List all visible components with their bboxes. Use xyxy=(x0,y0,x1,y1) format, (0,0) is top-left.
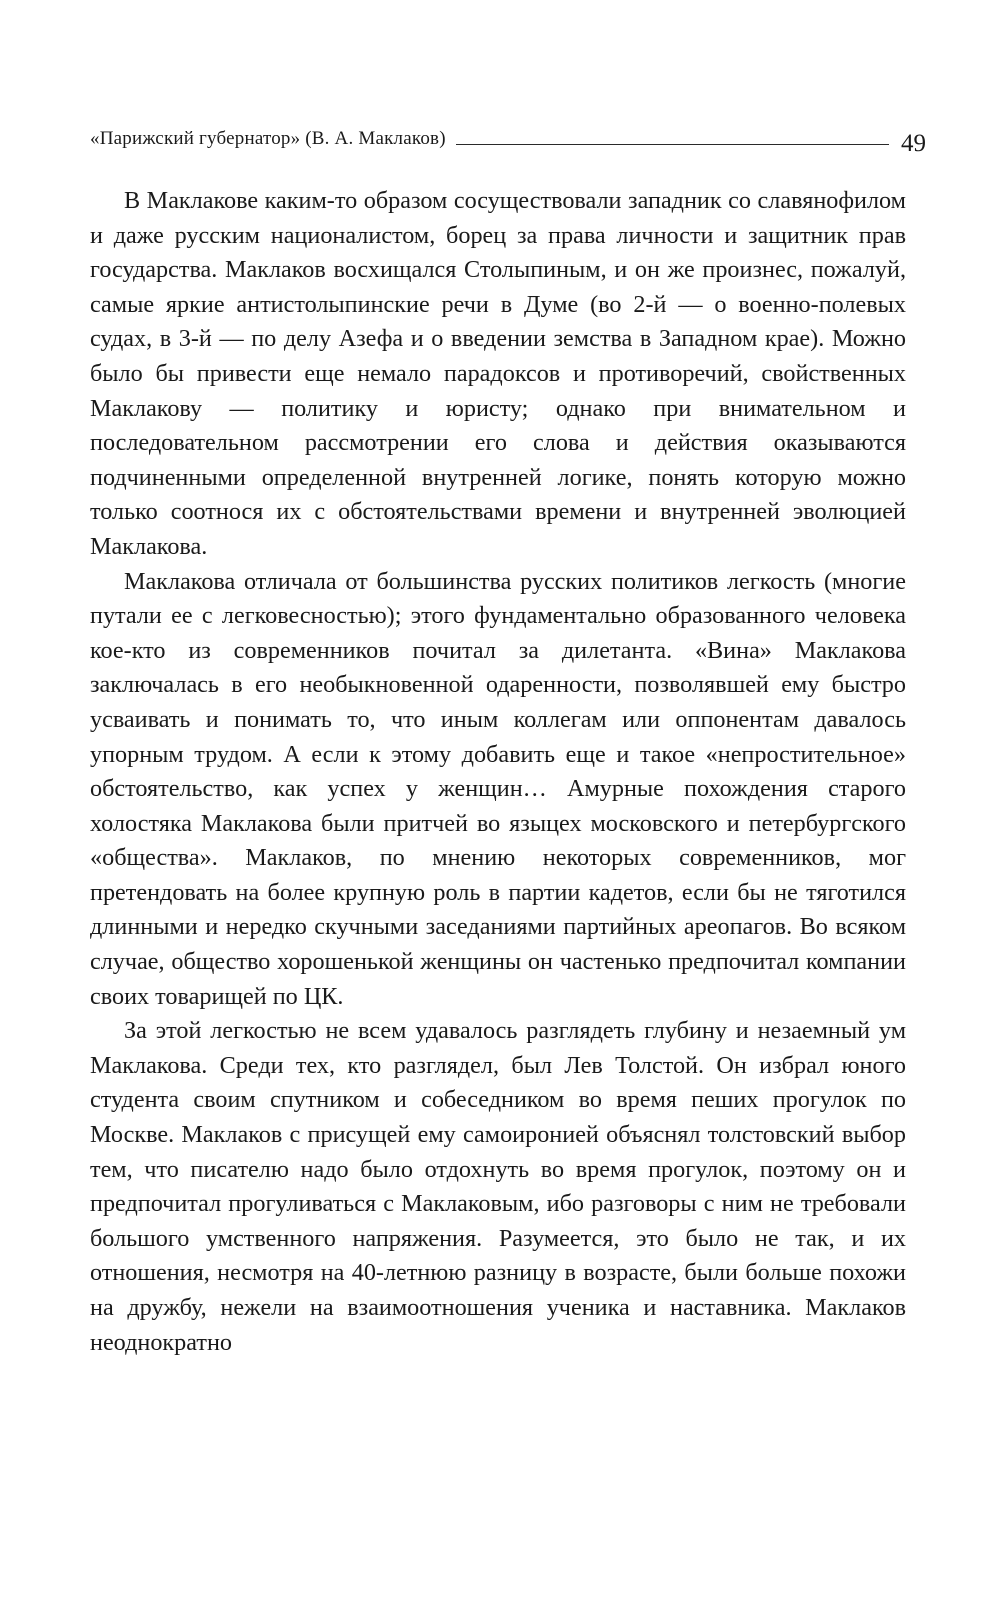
paragraph: За этой легкостью не всем удавалось разглядеть глубину и незаемный ум Маклакова. Среди тех, кто разглядел, был Лев Толстой. Он избрал юного студента своим спутником и собеседником во время пеших прогулок по Москве. Маклаков с присущей ему самоиронией объяснял толстовский выбор тем, что писателю надо было отдохнуть во время прогулок, поэтому он и предпочитал прогуливаться с Маклаковым, ибо разговоры с ним не требовали большого умственного напряжения. Разумеется, это было не так, и их отношения, несмотря на 40-летнюю разницу в возрасте, были больше похожи на дружбу, нежели на взаимоотношения ученика и наставника. Маклаков неоднократно xyxy=(90,1017,906,1356)
header-rule xyxy=(456,144,889,145)
page-number: 49 xyxy=(901,130,926,157)
body-text xyxy=(90,184,906,1360)
paragraph: Маклакова отличала от большинства русских политиков легкость (многие путали ее с легковесностью); этого фундаментально образованного человека кое-кто из современников почитал за дилетанта. «Вина» Маклакова заключалась в его необыкновенной одаренности, позволявшей ему быстро усваивать и понимать то, что иным коллегам или оппонентам давалось упорным трудом. А если к этому добавить еще и такое «непростительное» обстоятельство, как успех у женщин… Амурные похождения старого холостяка Маклакова были притчей во языцех московского и петербургского «общества». Маклаков, по мнению некоторых современников, мог претендовать на более крупную роль в партии кадетов, если бы не тяготился длинными и нередко скучными заседаниями партийных ареопагов. Во всяком случае, общество хорошенькой женщины он частенько предпочитал компании своих товарищей по ЦК. xyxy=(90,567,906,1010)
paragraph: В Маклакове каким-то образом сосуществовали западник со славянофилом и даже русским националистом, борец за права личности и защитник прав государства. Маклаков восхищался Столыпиным, и он же произнес, пожалуй, самые яркие антистолыпинские речи в Думе (во 2-й — о военно-полевых судах, в 3-й — по делу Азефа и о введении земства в Западном крае). Можно было бы привести еще немало парадоксов и противоречий, свойственных Маклакову — политику и юристу; однако при внимательном и последовательном рассмотрении его слова и действия оказываются подчиненными определенной внутренней логике, понять которую можно только соотнося их с обстоятельствами времени и внутренней эволюцией Маклакова. xyxy=(90,187,906,560)
running-header xyxy=(90,118,926,157)
running-title: «Парижский губернатор» (В. А. Маклаков) xyxy=(90,128,446,149)
